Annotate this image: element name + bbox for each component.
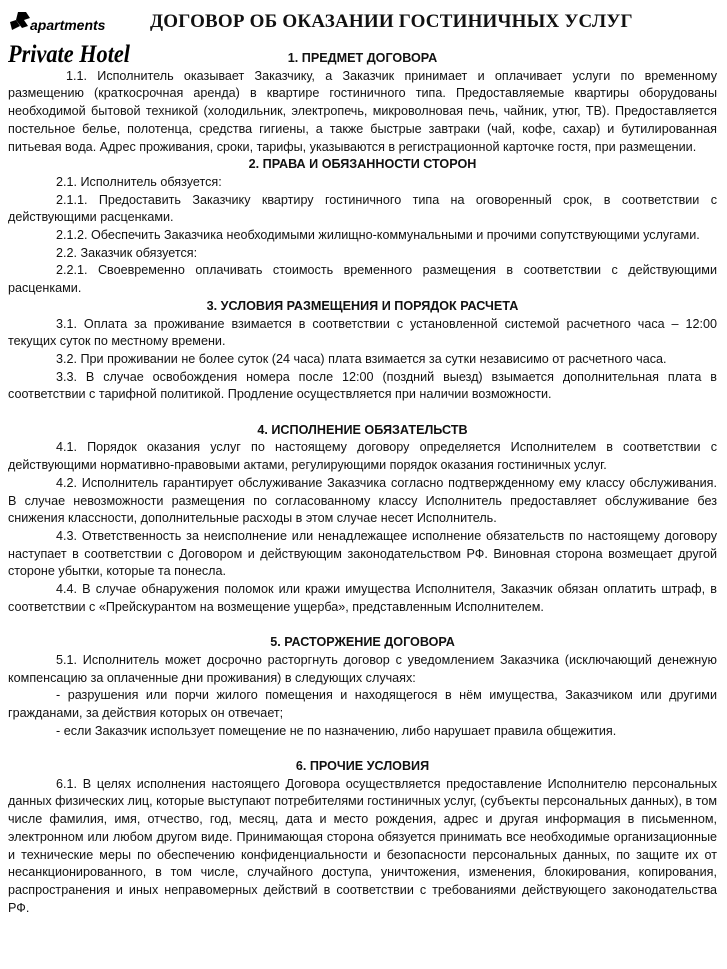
paragraph: 3.2. При проживании не более суток (24 часа) плата взимается за сутки независимо от расчетного часа.	[56, 351, 667, 366]
paragraph: 2.1.1. Предоставить Заказчику квартиру гостиничного типа на оговоренный срок, в соответствии с действующими расценками.	[8, 192, 717, 225]
paragraph: 3.3. В случае освобождения номера после 12:00 (поздний выезд) взымается дополнительная плата в соответствии с тарифной политикой. Продление осуществляется при наличии возможности.	[8, 369, 717, 402]
section-heading: 4. ИСПОЛНЕНИЕ ОБЯЗАТЕЛЬСТВ	[257, 422, 468, 437]
logo-figure-icon	[10, 12, 30, 30]
spacer	[8, 404, 717, 422]
section-heading: 3. УСЛОВИЯ РАЗМЕЩЕНИЯ И ПОРЯДОК РАСЧЕТА	[206, 298, 519, 313]
document-title: ДОГОВОР ОБ ОКАЗАНИИ ГОСТИНИЧНЫХ УСЛУГ	[150, 11, 633, 32]
paragraph: 4.2. Исполнитель гарантирует обслуживание Заказчика согласно подтвержденному ему классу обслуживания. В случае невозможности размещения по согласованному классу Исполнитель предоставляет обслуживание без снижения классности, дополнительные расходы в этом случае несет Исполнитель.	[8, 475, 717, 526]
spacer	[8, 616, 717, 634]
spacer	[8, 740, 717, 758]
paragraph: 4.4. В случае обнаружения поломок или кражи имущества Исполнителя, Заказчик обязан оплатить штраф, в соответствии с «Прейскурантом на возмещение ущерба», представленным Исполнителем.	[8, 582, 717, 614]
paragraph: 4.1. Порядок оказания услуг по настоящему договору определяется Исполнителем в соответствии с действующими нормативно-правовыми актами, регулирующими порядок оказания гостиничных услуг.	[8, 440, 717, 473]
contract-body	[8, 50, 717, 917]
list-item: - если Заказчик использует помещение не по назначению, либо нарушает правила общежития.	[56, 723, 617, 738]
paragraph: 2.2. Заказчик обязуется:	[56, 245, 198, 260]
logo-text-main: Private Hotel	[7, 41, 131, 68]
logo-text-top: apartments	[30, 17, 106, 33]
section-heading: 6. ПРОЧИЕ УСЛОВИЯ	[295, 759, 430, 774]
paragraph: 3.1. Оплата за проживание взимается в соответствии с установленной системой расчетного часа – 12:00 текущих суток по местному времени.	[8, 316, 717, 349]
paragraph: 5.1. Исполнитель может досрочно расторгнуть договор с уведомлением Заказчика (исключающий денежную компенсацию за оплаченные дни проживания) в следующих случаях:	[8, 652, 717, 685]
paragraph: 1.1. Исполнитель оказывает Заказчику, а Заказчик принимает и оплачивает услуги по временному размещению (краткосрочная аренда) в квартире гостиничного типа. Предоставляемые квартиры оборудованы необходимой бытовой техникой (холодильник, электропечь, микроволновая печь, чайник, утюг, ТВ). Предоставляется постельное белье, полотенца, средства гигиены, а также быстрые завтраки (чай, кофе, сахар) и бутилированная питьевая вода. Адрес проживания, сроки, тарифы, указываются в регистрационной карточке гостя, при размещении.	[8, 68, 717, 154]
paragraph: 4.3. Ответственность за неисполнение или ненадлежащее исполнение обязательств по настоящему договору наступает в соответствии с Договором и действующим законодательством РФ. Виновная сторона возмещает другой стороне убытки, которые та понесла.	[8, 528, 717, 579]
section-heading: 2. ПРАВА И ОБЯЗАННОСТИ СТОРОН	[248, 157, 477, 172]
paragraph: 2.1.2. Обеспечить Заказчика необходимыми жилищно-коммунальными и прочими сопутствующими услугами.	[56, 228, 700, 243]
list-item: - разрушения или порчи жилого помещения и находящегося в нём имущества, Заказчиком или другими гражданами, за действия которых он отвечает;	[8, 688, 717, 720]
section-heading: 5. РАСТОРЖЕНИЕ ДОГОВОРА	[270, 635, 455, 650]
paragraph: 2.1. Исполнитель обязуется:	[56, 174, 222, 189]
paragraph: 6.1. В целях исполнения настоящего Договора осуществляется предоставление Исполнителю персональных данных физических лиц, которые выступают потребителями гостиничных услуг, (субъекты персональных данных), в том числе фамилия, имя, отчество, год, месяц, дата и место рождения, адрес и другая информация в письменном, электронном или любом другом виде. Принимающая сторона обязуется принимать все необходимые организационные и технические меры по обеспечению конфиденциальности и безопасности персональных данных, по защите их от несанкционированного, в том числе, случайного доступа, уничтожения, изменения, блокирования, копирования, распространения и иных неправомерных действий в соответствии с требованиями действующего законодательства РФ.	[8, 776, 717, 915]
section-heading: 1. ПРЕДМЕТ ДОГОВОРА	[287, 51, 438, 65]
paragraph: 2.2.1. Своевременно оплачивать стоимость временного размещения в соответствии с действующими расценками.	[8, 263, 717, 296]
